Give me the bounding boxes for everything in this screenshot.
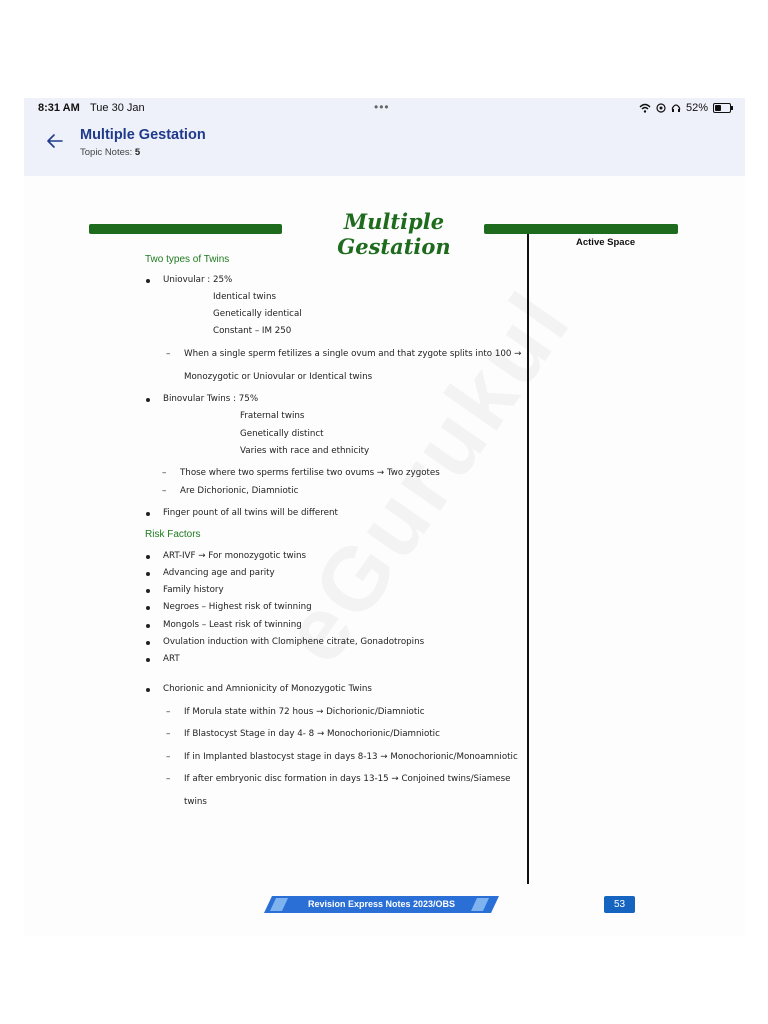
heading-bar-right (484, 224, 678, 234)
status-time: 8:31 AM (38, 102, 80, 114)
risk-item: Negroes – Highest risk of twinning (163, 602, 312, 612)
multitask-dots[interactable]: ••• (374, 100, 390, 114)
chorionic-item-cont: twins (184, 797, 207, 807)
chorionic-item: – If after embryonic disc formation in days 13-15 → Conjoined twins/Siamese (184, 774, 510, 784)
binovular-prop: Varies with race and ethnicity (240, 446, 370, 456)
risk-item: ART (163, 654, 180, 664)
uniovular-prop: Constant – IM 250 (213, 326, 292, 336)
chorionic-item: – If Morula state within 72 hous → Dichorionic/Diamniotic (184, 707, 424, 717)
section-risk-factors: Risk Factors (145, 529, 201, 540)
uniovular-line: Uniovular : 25% (163, 275, 233, 285)
uniovular-prop: Identical twins (213, 292, 276, 302)
topic-notes-label: Topic Notes: (80, 147, 133, 158)
chorionic-item: – If in Implanted blastocyst stage in days 8-13 → Monochorionic/Monoamniotic (184, 752, 518, 762)
finger-print-line: Finger pount of all twins will be different (163, 508, 338, 518)
note-heading: Multiple Gestation (337, 209, 451, 259)
back-arrow-icon[interactable] (44, 130, 66, 152)
uniovular-prop: Genetically identical (213, 309, 302, 319)
app-header (24, 98, 745, 176)
risk-item: ART-IVF → For monozygotic twins (163, 551, 307, 561)
page-title: Multiple Gestation (80, 127, 206, 143)
heading-bar-left (89, 224, 282, 234)
binovular-prop: Fraternal twins (240, 411, 305, 421)
wifi-icon (639, 103, 651, 113)
active-space-label: Active Space (576, 237, 636, 248)
binovular-dash: – Are Dichorionic, Diamniotic (180, 486, 298, 496)
status-bar (38, 102, 731, 118)
chorionic-line: Chorionic and Amnionicity of Monozygotic Twins (163, 684, 372, 694)
chorionic-item: – If Blastocyst Stage in day 4- 8 → Monochorionic/Diamniotic (184, 729, 440, 739)
binovular-line: Binovular Twins : 75% (163, 394, 259, 404)
binovular-prop: Genetically distinct (240, 429, 324, 439)
column-divider (527, 234, 529, 884)
status-right (639, 102, 731, 114)
headphones-icon (671, 103, 681, 113)
status-date: Tue 30 Jan (90, 102, 145, 114)
risk-item: Ovulation induction with Clomiphene citrate, Gonadotropins (163, 637, 425, 647)
risk-item: Advancing age and parity (163, 568, 275, 578)
uniovular-dash-cont: Monozygotic or Uniovular or Identical twins (184, 372, 373, 382)
battery-percent: 52% (685, 102, 708, 114)
section-two-types: Two types of Twins (145, 254, 230, 265)
note-page (24, 176, 745, 936)
location-icon (656, 103, 666, 113)
page-number: 53 (604, 896, 635, 913)
risk-item: Family history (163, 585, 224, 595)
footer-banner (264, 896, 499, 913)
uniovular-dash: – When a single sperm fetilizes a single ovum and that zygote splits into 100 → (184, 349, 521, 359)
binovular-dash: – Those where two sperms fertilise two ovums → Two zygotes (180, 468, 440, 478)
risk-item: Mongols – Least risk of twinning (163, 620, 302, 630)
battery-icon (713, 103, 731, 113)
topic-notes-value: 5 (134, 147, 141, 158)
footer-text: Revision Express Notes 2023/OBS (307, 899, 456, 909)
topic-notes-count (80, 147, 140, 158)
